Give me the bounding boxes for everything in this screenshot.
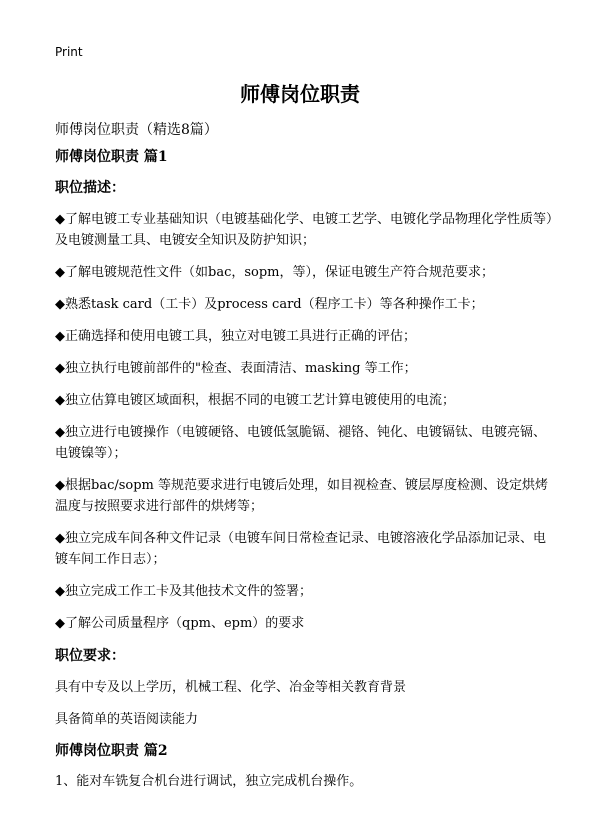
- duty-item: ◆了解电镀工专业基础知识（电镀基础化学、电镀工艺学、电镀化学品物理化学性质等）及电镀测量工具、电镀安全知识及防护知识；: [55, 212, 553, 248]
- duty-item: ◆独立完成车间各种文件记录（电镀车间日常检查记录、电镀溶液化学品添加记录、电镀车间工作日志）；: [55, 531, 546, 567]
- duty-item: ◆正确选择和使用电镀工具，独立对电镀工具进行正确的评估；: [55, 329, 416, 344]
- section2-item: 1、能对车铣复合机台进行调试，独立完成机台操作。: [55, 774, 363, 789]
- document-title: 师傅岗位职责: [240, 82, 360, 106]
- job-requirements-label: 职位要求：: [55, 648, 125, 664]
- document-body: [55, 146, 555, 792]
- document-subtitle: 师傅岗位职责（精选8篇）: [55, 122, 218, 138]
- requirement-item: 具备简单的英语阅读能力: [55, 712, 199, 727]
- job-description-label: 职位描述：: [55, 180, 125, 196]
- section-heading-1: 师傅岗位职责 篇1: [55, 149, 168, 165]
- duty-item: ◆根据bac/sopm 等规范要求进行电镀后处理，如目视检查、镀层厚度检测、设定烘烤温度与按照要求进行部件的烘烤等；: [55, 478, 549, 514]
- duty-item: ◆独立执行电镀前部件的"检查、表面清洁、masking 等工作；: [55, 361, 417, 376]
- duty-item: ◆了解公司质量程序（qpm、epm）的要求: [55, 616, 305, 631]
- section-heading-2: 师傅岗位职责 篇2: [55, 743, 168, 759]
- duty-item: ◆独立完成工作工卡及其他技术文件的签署；: [55, 584, 312, 599]
- print-header: Print: [55, 45, 83, 59]
- duty-item: ◆熟悉task card（工卡）及process card（程序工卡）等各种操作工卡；: [55, 297, 484, 312]
- requirement-item: 具有中专及以上学历，机械工程、化学、冶金等相关教育背景: [55, 680, 407, 695]
- duty-item: ◆了解电镀规范性文件（如bac，sopm，等），保证电镀生产符合规范要求；: [55, 265, 494, 280]
- duty-item: ◆独立估算电镀区域面积，根据不同的电镀工艺计算电镀使用的电流；: [55, 393, 455, 408]
- duty-item: ◆独立进行电镀操作（电镀硬铬、电镀低氢脆镉、褪铬、钝化、电镀镉钛、电镀亮镉、电镀镍等）；: [55, 425, 546, 461]
